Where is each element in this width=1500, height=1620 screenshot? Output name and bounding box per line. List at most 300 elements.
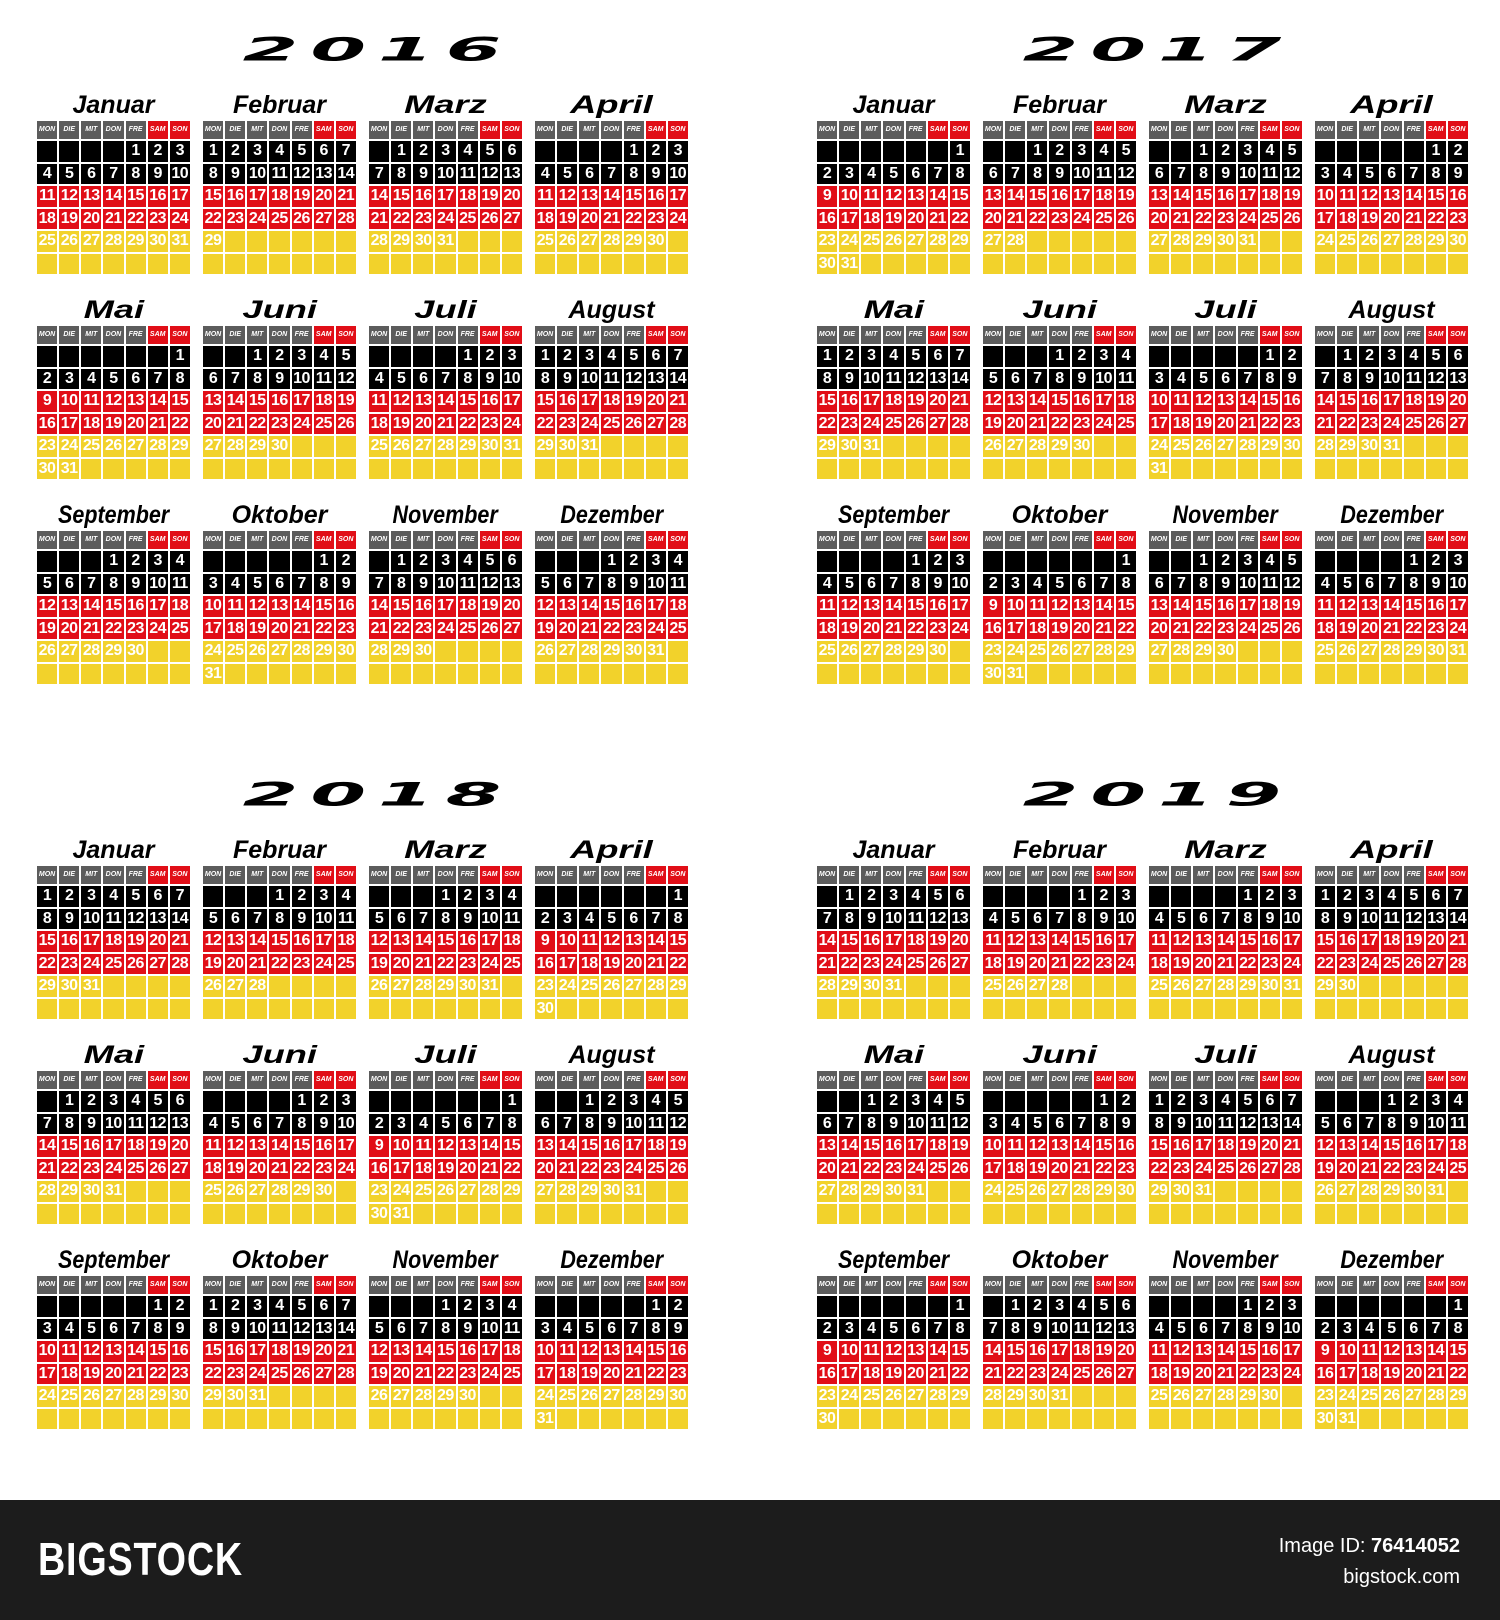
day-cell[interactable]: 7	[368, 163, 390, 186]
day-cell[interactable]: 2	[169, 1295, 191, 1318]
day-cell[interactable]: 7	[1380, 573, 1402, 596]
day-cell[interactable]: 18	[1214, 1135, 1236, 1158]
day-cell[interactable]: 16	[1314, 1363, 1336, 1386]
day-cell[interactable]: 27	[313, 1363, 335, 1386]
day-cell[interactable]: 6	[224, 908, 246, 931]
day-cell[interactable]: 7	[125, 1318, 147, 1341]
day-cell[interactable]: 4	[1004, 1113, 1026, 1136]
day-cell[interactable]: 31	[578, 435, 600, 458]
day-cell[interactable]: 2	[1314, 1318, 1336, 1341]
day-cell[interactable]: 29	[202, 1385, 224, 1408]
day-cell[interactable]: 22	[202, 208, 224, 231]
day-cell[interactable]: 9	[534, 930, 556, 953]
day-cell[interactable]: 11	[882, 368, 904, 391]
day-cell[interactable]: 16	[1093, 930, 1115, 953]
day-cell[interactable]: 2	[457, 885, 479, 908]
day-cell[interactable]: 6	[927, 345, 949, 368]
day-cell[interactable]: 2	[1071, 345, 1093, 368]
day-cell[interactable]: 30	[368, 1203, 390, 1226]
day-cell[interactable]: 3	[1281, 885, 1303, 908]
day-cell[interactable]: 12	[1425, 368, 1447, 391]
day-cell[interactable]: 14	[434, 390, 456, 413]
day-cell[interactable]: 4	[1358, 1318, 1380, 1341]
day-cell[interactable]: 25	[534, 230, 556, 253]
day-cell[interactable]: 12	[1026, 1135, 1048, 1158]
day-cell[interactable]: 19	[905, 390, 927, 413]
day-cell[interactable]: 1	[169, 345, 191, 368]
day-cell[interactable]: 27	[1425, 953, 1447, 976]
day-cell[interactable]: 27	[390, 1385, 412, 1408]
day-cell[interactable]: 16	[291, 930, 313, 953]
day-cell[interactable]: 28	[1093, 640, 1115, 663]
day-cell[interactable]: 22	[246, 413, 268, 436]
day-cell[interactable]: 15	[1314, 930, 1336, 953]
day-cell[interactable]: 26	[1048, 640, 1070, 663]
day-cell[interactable]: 25	[1358, 1385, 1380, 1408]
day-cell[interactable]: 5	[838, 573, 860, 596]
day-cell[interactable]: 11	[645, 1113, 667, 1136]
day-cell[interactable]: 7	[1026, 368, 1048, 391]
day-cell[interactable]: 15	[434, 1340, 456, 1363]
day-cell[interactable]: 21	[412, 1363, 434, 1386]
day-cell[interactable]: 11	[1071, 1318, 1093, 1341]
day-cell[interactable]: 18	[457, 185, 479, 208]
day-cell[interactable]: 24	[434, 208, 456, 231]
day-cell[interactable]: 19	[927, 930, 949, 953]
day-cell[interactable]: 4	[313, 345, 335, 368]
day-cell[interactable]: 14	[816, 930, 838, 953]
day-cell[interactable]: 7	[1071, 1113, 1093, 1136]
day-cell[interactable]: 9	[838, 368, 860, 391]
day-cell[interactable]: 5	[58, 163, 80, 186]
day-cell[interactable]: 6	[1192, 908, 1214, 931]
day-cell[interactable]: 7	[246, 908, 268, 931]
day-cell[interactable]: 28	[335, 208, 357, 231]
day-cell[interactable]: 12	[667, 1113, 689, 1136]
day-cell[interactable]: 5	[905, 345, 927, 368]
day-cell[interactable]: 19	[1004, 953, 1026, 976]
day-cell[interactable]: 11	[202, 1135, 224, 1158]
day-cell[interactable]: 10	[335, 1113, 357, 1136]
day-cell[interactable]: 21	[147, 413, 169, 436]
day-cell[interactable]: 22	[578, 1158, 600, 1181]
day-cell[interactable]: 9	[1170, 1113, 1192, 1136]
day-cell[interactable]: 30	[1403, 1180, 1425, 1203]
day-cell[interactable]: 17	[390, 1158, 412, 1181]
day-cell[interactable]: 3	[291, 345, 313, 368]
day-cell[interactable]: 1	[1259, 345, 1281, 368]
day-cell[interactable]: 3	[1115, 885, 1137, 908]
day-cell[interactable]: 13	[927, 368, 949, 391]
day-cell[interactable]: 29	[667, 975, 689, 998]
day-cell[interactable]: 21	[1004, 208, 1026, 231]
day-cell[interactable]: 10	[479, 1318, 501, 1341]
day-cell[interactable]: 23	[1048, 208, 1070, 231]
day-cell[interactable]: 10	[1237, 163, 1259, 186]
day-cell[interactable]: 23	[1403, 1158, 1425, 1181]
day-cell[interactable]: 10	[1071, 163, 1093, 186]
day-cell[interactable]: 11	[667, 573, 689, 596]
day-cell[interactable]: 29	[1237, 975, 1259, 998]
day-cell[interactable]: 29	[1380, 1180, 1402, 1203]
day-cell[interactable]: 26	[224, 1180, 246, 1203]
day-cell[interactable]: 18	[667, 595, 689, 618]
day-cell[interactable]: 4	[268, 1295, 290, 1318]
day-cell[interactable]: 9	[1259, 908, 1281, 931]
day-cell[interactable]: 5	[1192, 368, 1214, 391]
day-cell[interactable]: 21	[882, 618, 904, 641]
day-cell[interactable]: 12	[1170, 1340, 1192, 1363]
day-cell[interactable]: 26	[982, 435, 1004, 458]
day-cell[interactable]: 19	[102, 413, 124, 436]
day-cell[interactable]: 7	[578, 573, 600, 596]
day-cell[interactable]: 1	[645, 1295, 667, 1318]
day-cell[interactable]: 12	[147, 1113, 169, 1136]
day-cell[interactable]: 10	[147, 573, 169, 596]
day-cell[interactable]: 9	[291, 908, 313, 931]
day-cell[interactable]: 7	[623, 1318, 645, 1341]
day-cell[interactable]: 25	[80, 435, 102, 458]
day-cell[interactable]: 29	[434, 975, 456, 998]
day-cell[interactable]: 2	[412, 550, 434, 573]
day-cell[interactable]: 22	[1004, 1363, 1026, 1386]
day-cell[interactable]: 8	[313, 573, 335, 596]
day-cell[interactable]: 3	[645, 550, 667, 573]
day-cell[interactable]: 29	[313, 640, 335, 663]
day-cell[interactable]: 21	[224, 413, 246, 436]
day-cell[interactable]: 22	[291, 1158, 313, 1181]
day-cell[interactable]: 8	[390, 573, 412, 596]
day-cell[interactable]: 20	[645, 390, 667, 413]
day-cell[interactable]: 22	[816, 413, 838, 436]
day-cell[interactable]: 21	[1026, 413, 1048, 436]
day-cell[interactable]: 6	[905, 1318, 927, 1341]
day-cell[interactable]: 26	[578, 1385, 600, 1408]
day-cell[interactable]: 4	[1447, 1090, 1469, 1113]
day-cell[interactable]: 24	[102, 1158, 124, 1181]
day-cell[interactable]: 19	[1314, 1158, 1336, 1181]
day-cell[interactable]: 11	[534, 185, 556, 208]
day-cell[interactable]: 30	[125, 640, 147, 663]
day-cell[interactable]: 31	[102, 1180, 124, 1203]
day-cell[interactable]: 1	[905, 550, 927, 573]
day-cell[interactable]: 22	[1403, 618, 1425, 641]
day-cell[interactable]: 24	[479, 1363, 501, 1386]
day-cell[interactable]: 11	[1026, 595, 1048, 618]
day-cell[interactable]: 28	[556, 1180, 578, 1203]
day-cell[interactable]: 28	[125, 1385, 147, 1408]
day-cell[interactable]: 18	[578, 953, 600, 976]
day-cell[interactable]: 8	[949, 163, 971, 186]
day-cell[interactable]: 6	[125, 368, 147, 391]
day-cell[interactable]: 5	[1093, 1295, 1115, 1318]
day-cell[interactable]: 3	[80, 885, 102, 908]
day-cell[interactable]: 5	[390, 368, 412, 391]
day-cell[interactable]: 15	[1071, 930, 1093, 953]
day-cell[interactable]: 19	[291, 1340, 313, 1363]
day-cell[interactable]: 30	[1447, 230, 1469, 253]
day-cell[interactable]: 10	[838, 1340, 860, 1363]
day-cell[interactable]: 13	[58, 595, 80, 618]
day-cell[interactable]: 18	[501, 930, 523, 953]
day-cell[interactable]: 23	[982, 640, 1004, 663]
day-cell[interactable]: 6	[1148, 163, 1170, 186]
day-cell[interactable]: 25	[1148, 1385, 1170, 1408]
day-cell[interactable]: 30	[534, 998, 556, 1021]
day-cell[interactable]: 21	[102, 208, 124, 231]
day-cell[interactable]: 13	[1004, 390, 1026, 413]
day-cell[interactable]: 21	[600, 208, 622, 231]
day-cell[interactable]: 10	[860, 368, 882, 391]
day-cell[interactable]: 15	[434, 930, 456, 953]
day-cell[interactable]: 16	[860, 930, 882, 953]
day-cell[interactable]: 6	[816, 1113, 838, 1136]
day-cell[interactable]: 25	[578, 975, 600, 998]
day-cell[interactable]: 2	[1214, 140, 1236, 163]
day-cell[interactable]: 7	[645, 908, 667, 931]
day-cell[interactable]: 8	[1192, 573, 1214, 596]
day-cell[interactable]: 15	[1093, 1135, 1115, 1158]
day-cell[interactable]: 21	[335, 1340, 357, 1363]
day-cell[interactable]: 5	[147, 1090, 169, 1113]
day-cell[interactable]: 5	[667, 1090, 689, 1113]
day-cell[interactable]: 15	[534, 390, 556, 413]
day-cell[interactable]: 20	[982, 208, 1004, 231]
day-cell[interactable]: 19	[368, 1363, 390, 1386]
day-cell[interactable]: 27	[1336, 1180, 1358, 1203]
day-cell[interactable]: 12	[368, 930, 390, 953]
day-cell[interactable]: 17	[169, 185, 191, 208]
day-cell[interactable]: 6	[1148, 573, 1170, 596]
day-cell[interactable]: 3	[882, 885, 904, 908]
day-cell[interactable]: 8	[534, 368, 556, 391]
day-cell[interactable]: 14	[623, 1340, 645, 1363]
day-cell[interactable]: 24	[860, 413, 882, 436]
day-cell[interactable]: 22	[949, 208, 971, 231]
day-cell[interactable]: 1	[202, 1295, 224, 1318]
day-cell[interactable]: 5	[434, 1113, 456, 1136]
day-cell[interactable]: 17	[1115, 930, 1137, 953]
day-cell[interactable]: 31	[169, 230, 191, 253]
day-cell[interactable]: 28	[623, 1385, 645, 1408]
day-cell[interactable]: 7	[291, 573, 313, 596]
day-cell[interactable]: 11	[556, 1340, 578, 1363]
day-cell[interactable]: 3	[1048, 1295, 1070, 1318]
day-cell[interactable]: 16	[600, 1135, 622, 1158]
day-cell[interactable]: 27	[80, 230, 102, 253]
day-cell[interactable]: 1	[534, 345, 556, 368]
day-cell[interactable]: 6	[1447, 345, 1469, 368]
day-cell[interactable]: 31	[1048, 1385, 1070, 1408]
day-cell[interactable]: 26	[125, 953, 147, 976]
day-cell[interactable]: 12	[80, 1340, 102, 1363]
day-cell[interactable]: 5	[982, 368, 1004, 391]
day-cell[interactable]: 6	[1071, 573, 1093, 596]
day-cell[interactable]: 4	[927, 1090, 949, 1113]
day-cell[interactable]: 27	[501, 618, 523, 641]
day-cell[interactable]: 26	[202, 975, 224, 998]
day-cell[interactable]: 13	[1447, 368, 1469, 391]
day-cell[interactable]: 1	[434, 1295, 456, 1318]
day-cell[interactable]: 5	[1237, 1090, 1259, 1113]
day-cell[interactable]: 13	[1259, 1113, 1281, 1136]
day-cell[interactable]: 5	[1380, 1318, 1402, 1341]
day-cell[interactable]: 12	[1336, 595, 1358, 618]
day-cell[interactable]: 15	[1336, 390, 1358, 413]
day-cell[interactable]: 14	[1093, 595, 1115, 618]
day-cell[interactable]: 21	[291, 618, 313, 641]
day-cell[interactable]: 13	[268, 595, 290, 618]
day-cell[interactable]: 13	[1336, 1135, 1358, 1158]
day-cell[interactable]: 8	[1004, 1318, 1026, 1341]
day-cell[interactable]: 19	[1281, 595, 1303, 618]
day-cell[interactable]: 5	[368, 1318, 390, 1341]
day-cell[interactable]: 26	[1004, 975, 1026, 998]
day-cell[interactable]: 15	[268, 930, 290, 953]
day-cell[interactable]: 6	[1403, 1318, 1425, 1341]
day-cell[interactable]: 14	[268, 1135, 290, 1158]
day-cell[interactable]: 11	[335, 908, 357, 931]
day-cell[interactable]: 25	[501, 953, 523, 976]
day-cell[interactable]: 5	[1358, 163, 1380, 186]
day-cell[interactable]: 1	[1237, 885, 1259, 908]
day-cell[interactable]: 1	[501, 1090, 523, 1113]
day-cell[interactable]: 16	[58, 930, 80, 953]
day-cell[interactable]: 25	[882, 413, 904, 436]
day-cell[interactable]: 12	[838, 595, 860, 618]
day-cell[interactable]: 8	[1259, 368, 1281, 391]
day-cell[interactable]: 11	[368, 390, 390, 413]
day-cell[interactable]: 15	[390, 595, 412, 618]
day-cell[interactable]: 28	[434, 435, 456, 458]
day-cell[interactable]: 27	[169, 1158, 191, 1181]
day-cell[interactable]: 12	[125, 908, 147, 931]
day-cell[interactable]: 5	[1026, 1113, 1048, 1136]
day-cell[interactable]: 13	[1148, 185, 1170, 208]
day-cell[interactable]: 24	[1314, 230, 1336, 253]
day-cell[interactable]: 8	[501, 1113, 523, 1136]
day-cell[interactable]: 20	[578, 208, 600, 231]
day-cell[interactable]: 6	[1214, 368, 1236, 391]
day-cell[interactable]: 30	[1115, 1180, 1137, 1203]
day-cell[interactable]: 25	[169, 618, 191, 641]
day-cell[interactable]: 6	[80, 163, 102, 186]
day-cell[interactable]: 26	[246, 640, 268, 663]
day-cell[interactable]: 14	[556, 1135, 578, 1158]
day-cell[interactable]: 1	[147, 1295, 169, 1318]
day-cell[interactable]: 17	[246, 1340, 268, 1363]
day-cell[interactable]: 2	[412, 140, 434, 163]
day-cell[interactable]: 14	[600, 185, 622, 208]
day-cell[interactable]: 23	[816, 1385, 838, 1408]
day-cell[interactable]: 11	[1148, 1340, 1170, 1363]
day-cell[interactable]: 7	[1170, 573, 1192, 596]
day-cell[interactable]: 30	[1170, 1180, 1192, 1203]
day-cell[interactable]: 12	[600, 930, 622, 953]
day-cell[interactable]: 26	[1281, 618, 1303, 641]
day-cell[interactable]: 10	[1004, 595, 1026, 618]
day-cell[interactable]: 23	[313, 1158, 335, 1181]
day-cell[interactable]: 28	[816, 975, 838, 998]
day-cell[interactable]: 27	[147, 953, 169, 976]
day-cell[interactable]: 6	[645, 345, 667, 368]
day-cell[interactable]: 23	[645, 208, 667, 231]
day-cell[interactable]: 4	[1170, 368, 1192, 391]
day-cell[interactable]: 1	[1093, 1090, 1115, 1113]
day-cell[interactable]: 5	[1314, 1113, 1336, 1136]
day-cell[interactable]: 12	[578, 1340, 600, 1363]
day-cell[interactable]: 7	[368, 573, 390, 596]
day-cell[interactable]: 14	[80, 595, 102, 618]
day-cell[interactable]: 26	[1237, 1158, 1259, 1181]
day-cell[interactable]: 8	[1336, 368, 1358, 391]
day-cell[interactable]: 30	[623, 640, 645, 663]
day-cell[interactable]: 17	[1071, 185, 1093, 208]
day-cell[interactable]: 23	[291, 953, 313, 976]
day-cell[interactable]: 24	[1093, 413, 1115, 436]
day-cell[interactable]: 1	[623, 140, 645, 163]
day-cell[interactable]: 21	[80, 618, 102, 641]
day-cell[interactable]: 1	[816, 345, 838, 368]
day-cell[interactable]: 29	[1237, 1385, 1259, 1408]
day-cell[interactable]: 15	[457, 390, 479, 413]
day-cell[interactable]: 15	[102, 595, 124, 618]
day-cell[interactable]: 10	[246, 163, 268, 186]
day-cell[interactable]: 8	[860, 1113, 882, 1136]
day-cell[interactable]: 30	[600, 1180, 622, 1203]
day-cell[interactable]: 9	[982, 595, 1004, 618]
day-cell[interactable]: 26	[102, 435, 124, 458]
day-cell[interactable]: 16	[1425, 595, 1447, 618]
day-cell[interactable]: 29	[600, 640, 622, 663]
day-cell[interactable]: 8	[169, 368, 191, 391]
day-cell[interactable]: 30	[860, 975, 882, 998]
day-cell[interactable]: 19	[667, 1135, 689, 1158]
day-cell[interactable]: 26	[434, 1180, 456, 1203]
day-cell[interactable]: 16	[1403, 1135, 1425, 1158]
day-cell[interactable]: 11	[125, 1113, 147, 1136]
day-cell[interactable]: 14	[1380, 595, 1402, 618]
day-cell[interactable]: 24	[1192, 1158, 1214, 1181]
day-cell[interactable]: 26	[368, 1385, 390, 1408]
day-cell[interactable]: 21	[246, 953, 268, 976]
day-cell[interactable]: 13	[623, 930, 645, 953]
day-cell[interactable]: 11	[36, 185, 58, 208]
day-cell[interactable]: 24	[1425, 1158, 1447, 1181]
day-cell[interactable]: 23	[412, 618, 434, 641]
day-cell[interactable]: 9	[1115, 1113, 1137, 1136]
day-cell[interactable]: 6	[412, 368, 434, 391]
day-cell[interactable]: 29	[457, 435, 479, 458]
day-cell[interactable]: 29	[1314, 975, 1336, 998]
day-cell[interactable]: 9	[667, 1318, 689, 1341]
day-cell[interactable]: 18	[816, 618, 838, 641]
day-cell[interactable]: 25	[1071, 1363, 1093, 1386]
day-cell[interactable]: 7	[1048, 908, 1070, 931]
day-cell[interactable]: 21	[838, 1158, 860, 1181]
day-cell[interactable]: 24	[246, 1363, 268, 1386]
day-cell[interactable]: 30	[838, 435, 860, 458]
day-cell[interactable]: 19	[534, 618, 556, 641]
day-cell[interactable]: 5	[202, 908, 224, 931]
day-cell[interactable]: 30	[882, 1180, 904, 1203]
day-cell[interactable]: 8	[578, 1113, 600, 1136]
day-cell[interactable]: 27	[1358, 640, 1380, 663]
day-cell[interactable]: 30	[457, 975, 479, 998]
day-cell[interactable]: 24	[1237, 208, 1259, 231]
day-cell[interactable]: 3	[36, 1318, 58, 1341]
day-cell[interactable]: 18	[1358, 1363, 1380, 1386]
